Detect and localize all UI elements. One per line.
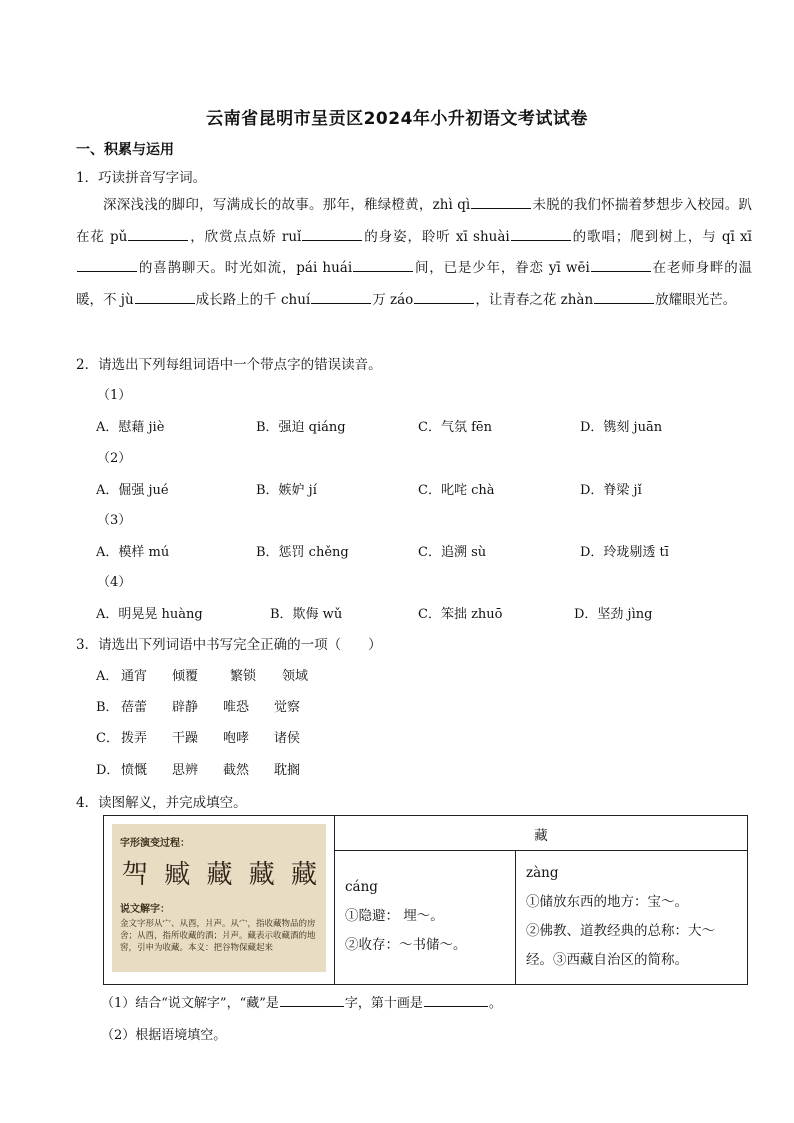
pinyin: zàng	[526, 865, 559, 881]
q3-word: 干躁	[172, 731, 199, 746]
q3-word: 咆哮	[223, 731, 250, 746]
answer-blank	[311, 289, 371, 304]
cang-meanings	[335, 851, 516, 985]
q3-word: 愤慨	[121, 763, 148, 778]
image-label: 说文解字：	[120, 904, 170, 915]
q3-word: 领域	[282, 669, 309, 684]
q3-word: 耽搁	[274, 763, 301, 778]
evolution-image-cell	[104, 816, 335, 985]
q3-word: 辟静	[172, 700, 199, 715]
page-title: 云南省昆明市呈贡区2024年小升初语文考试试卷	[206, 109, 588, 129]
q2-group-label: （2）	[97, 451, 132, 466]
meaning: ②收存：～书储～。	[345, 937, 467, 953]
q2-option: B．惩罚 chěng	[256, 545, 349, 560]
answer-blank	[135, 289, 195, 304]
q3-word: 蓓蕾	[121, 700, 148, 715]
q2-option: B．嫉妒 jí	[256, 483, 317, 498]
section-heading: 一、积累与运用	[76, 142, 174, 158]
q4-title: 4．读图解义，并完成填空。	[76, 795, 247, 811]
q3-word: 唯恐	[223, 700, 250, 715]
q3-word: 觉察	[274, 700, 301, 715]
q3-word: 繁锁	[230, 669, 257, 684]
answer-blank	[302, 226, 362, 241]
image-explanation: 金文字形从宀、从酉，爿声。从宀，指收藏物品的房舍；从酉，指所收藏的酒；爿声。藏表示收藏酒的地窖，引申为收藏。本义：把谷物保藏起来	[120, 919, 316, 953]
q2-option: A．慰藉 jiè	[96, 420, 165, 435]
answer-blank	[77, 257, 137, 272]
head-character: 藏	[335, 816, 748, 851]
answer-blank	[591, 257, 651, 272]
q3-option-letter: B．	[96, 700, 119, 715]
q3-option-letter: A．	[96, 669, 119, 684]
meaning: ①隐避： 埋～。	[345, 908, 444, 924]
q2-option: D．镌刻 juān	[580, 420, 663, 435]
q2-option: B．欺侮 wǔ	[270, 607, 343, 622]
q2-title: 2．请选出下列每组词语中一个带点字的错误读音。	[76, 357, 382, 373]
q2-group-label: （3）	[97, 513, 132, 528]
q2-option: C．叱咤 chà	[418, 483, 495, 498]
answer-blank	[594, 289, 654, 304]
dictionary-table	[103, 815, 748, 985]
answer-blank	[511, 226, 571, 241]
q2-option: C．气氛 fēn	[418, 420, 492, 435]
answer-blank	[280, 992, 344, 1007]
q1-title: 1．巧读拼音写字词。	[76, 170, 207, 186]
q3-word: 截然	[223, 763, 250, 778]
answer-blank	[353, 257, 413, 272]
meaning: ②佛教、道教经典的总称：大～	[526, 923, 715, 939]
q3-word: 拨弄	[121, 731, 148, 746]
q1-paragraph: 深深浅浅的脚印，写满成长的故事。那年，稚绿橙黄，zhì qì 未脱的我们怀揣着梦想步入校园。趴在花 pǔ ，欣赏点点娇 ruǐ 的身姿，聆听 xī shuài 的歌唱；爬到树上，与 qī xī的喜鹊聊天。时光如流，pái huái 间，已是少年，眷恋 yī wēi 在老师身畔的温暖，不 jù 成长路上的千 chuí 万 záo ，让青春之花 zhàn 放耀眼光芒。	[76, 190, 752, 316]
q4-sub2: （2）根据语境填空。	[101, 1028, 227, 1043]
answer-blank	[471, 194, 531, 209]
q2-option: C．追溯 sù	[418, 545, 487, 560]
q3-word: 诸侯	[274, 731, 301, 746]
meaning: 经。③西藏自治区的简称。	[526, 952, 688, 968]
zang-meanings	[516, 851, 748, 985]
q2-option: D．脊梁 jǐ	[580, 483, 642, 498]
q2-option: D．玲珑剔透 tī	[580, 545, 669, 560]
q2-option: C．笨拙 zhuō	[418, 607, 503, 622]
q3-option-letter: D．	[96, 763, 120, 778]
character-evolution-image	[112, 824, 326, 972]
q2-group-label: （4）	[97, 575, 132, 590]
q2-option: A．明晃晃 huàng	[96, 607, 203, 622]
answer-blank	[424, 992, 488, 1007]
q4-sub1: （1）结合“说文解字”，“藏”是 字，第十画是 。	[101, 992, 502, 1011]
q2-option: A．模样 mú	[96, 545, 170, 560]
q3-option-letter: C．	[96, 731, 119, 746]
q3-title: 3．请选出下列词语中书写完全正确的一项（ ）	[76, 637, 382, 653]
glyph-evolution: 㔖 臧 藏 藏 藏	[122, 860, 322, 890]
answer-blank	[128, 226, 188, 241]
q2-option: A．倔强 jué	[96, 483, 169, 498]
q3-word: 倾覆	[172, 669, 199, 684]
q3-word: 思辨	[172, 763, 199, 778]
q2-option: B．强迫 qiáng	[256, 420, 346, 435]
q2-option: D．坚劲 jìng	[574, 607, 653, 622]
pinyin: cáng	[345, 879, 378, 895]
answer-blank	[414, 289, 474, 304]
q3-word: 通宵	[121, 669, 148, 684]
image-label: 字形演变过程：	[120, 838, 190, 849]
meaning: ①储放东西的地方：宝～。	[526, 894, 688, 910]
q2-group-label: （1）	[97, 388, 132, 403]
